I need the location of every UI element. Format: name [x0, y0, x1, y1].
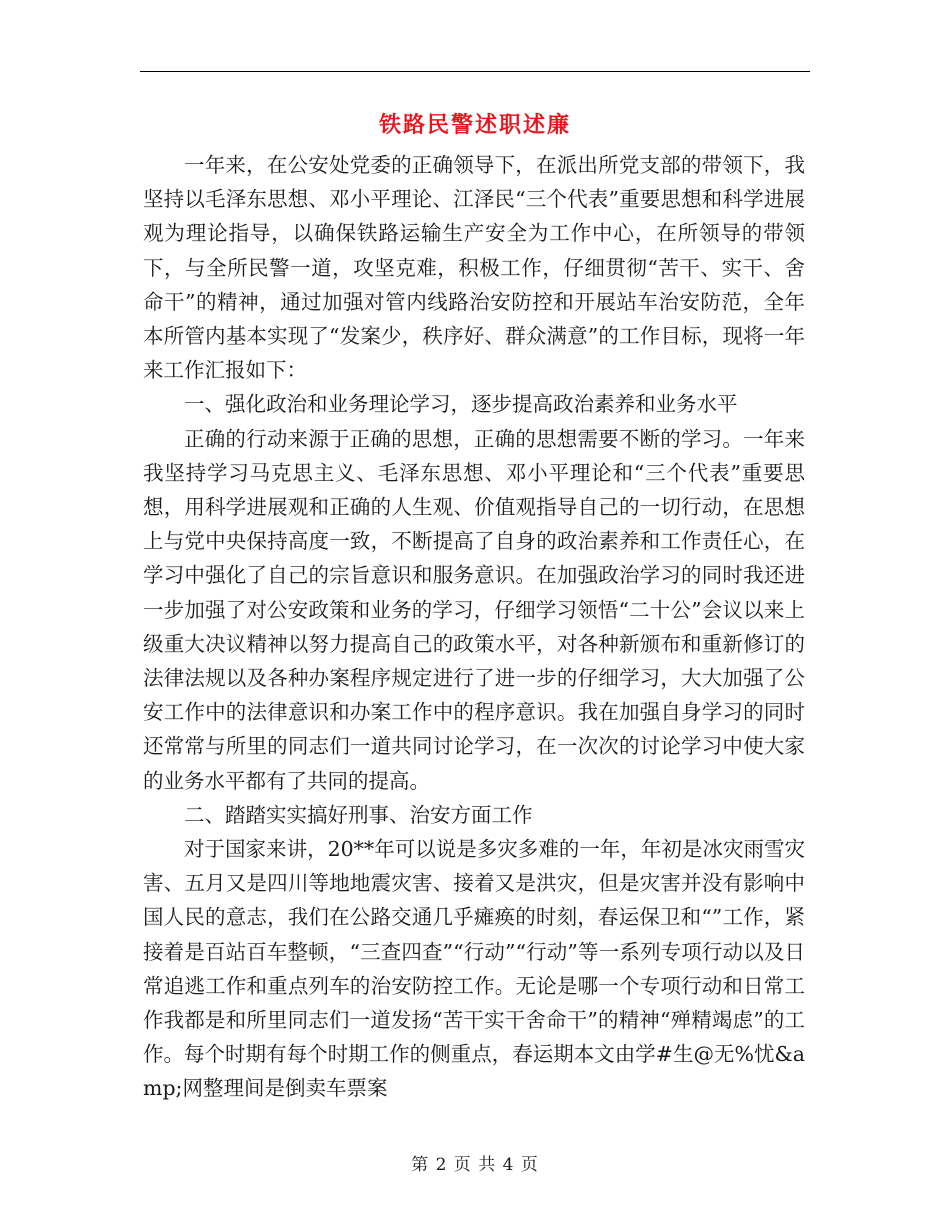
paragraph-study: 正确的行动来源于正确的思想，正确的思想需要不断的学习。一年来我坚持学习马克思主义、毛泽东思想、邓小平理论和“三个代表”重要思想，用科学进展观和正确的人生观、价值观指导自己的一切行动，在思想上与党中央保持高度一致，不断提高了自身的政治素养和工作责任心，在学习中强化了自己的宗旨意识和服务意识。在加强政治学习的同时我还进一步加强了对公安政策和业务的学习，仔细学习领悟“二十公”会议以来上级重大决议精神以努力提高自己的政策水平，对各种新颁布和重新修订的法律法规以及各种办案程序规定进行了进一步的仔细学习，大大加强了公安工作中的法律意识和办案工作中的程序意识。我在加强自身学习的同时还常常与所里的同志们一道共同讨论学习，在一次次的讨论学习中使大家的业务水平都有了共同的提高。	[143, 426, 805, 793]
paragraph-work: 对于国家来讲，20**年可以说是多灾多难的一年，年初是冰灾雨雪灾害、五月又是四川等地地震灾害、接着又是洪灾，但是灾害并没有影响中国人民的意志，我们在公路交通几乎瘫痪的时刻，春运保卫和“”工作，紧接着是百站百车整顿，“三查四查”“行动”“行动”等一系列专项行动以及日常追逃工作和重点列车的治安防控工作。无论是哪一个专项行动和日常工作我都是和所里同志们一道发扬“苦干实干舍命干”的精神“殚精竭虑”的工作。每个时期有每个时期工作的侧重点，春运期本文由学#生@无%忧&amp;网整理间是倒卖车票案	[143, 837, 805, 1101]
page-footer: 第 2 页 共 4 页	[411, 1155, 539, 1175]
header-rule	[140, 71, 810, 72]
section-heading-2: 二、踏踏实实搞好刑事、治安方面工作	[184, 802, 533, 827]
document-title: 铁路民警述职述廉	[378, 112, 571, 138]
section-heading-1: 一、强化政治和业务理论学习，逐步提高政治素养和业务水平	[184, 392, 738, 417]
document-body	[143, 148, 805, 1106]
paragraph-intro: 一年来，在公安处党委的正确领导下，在派出所党支部的带领下，我坚持以毛泽东思想、邓小平理论、江泽民“三个代表”重要思想和科学进展观为理论指导，以确保铁路运输生产安全为工作中心，在所领导的带领下，与全所民警一道，攻坚克难，积极工作，仔细贯彻“苦干、实干、舍命干”的精神，通过加强对管内线路治安防控和开展站车治安防范，全年本所管内基本实现了“发案少，秩序好、群众满意”的工作目标，现将一年来工作汇报如下：	[143, 153, 805, 383]
